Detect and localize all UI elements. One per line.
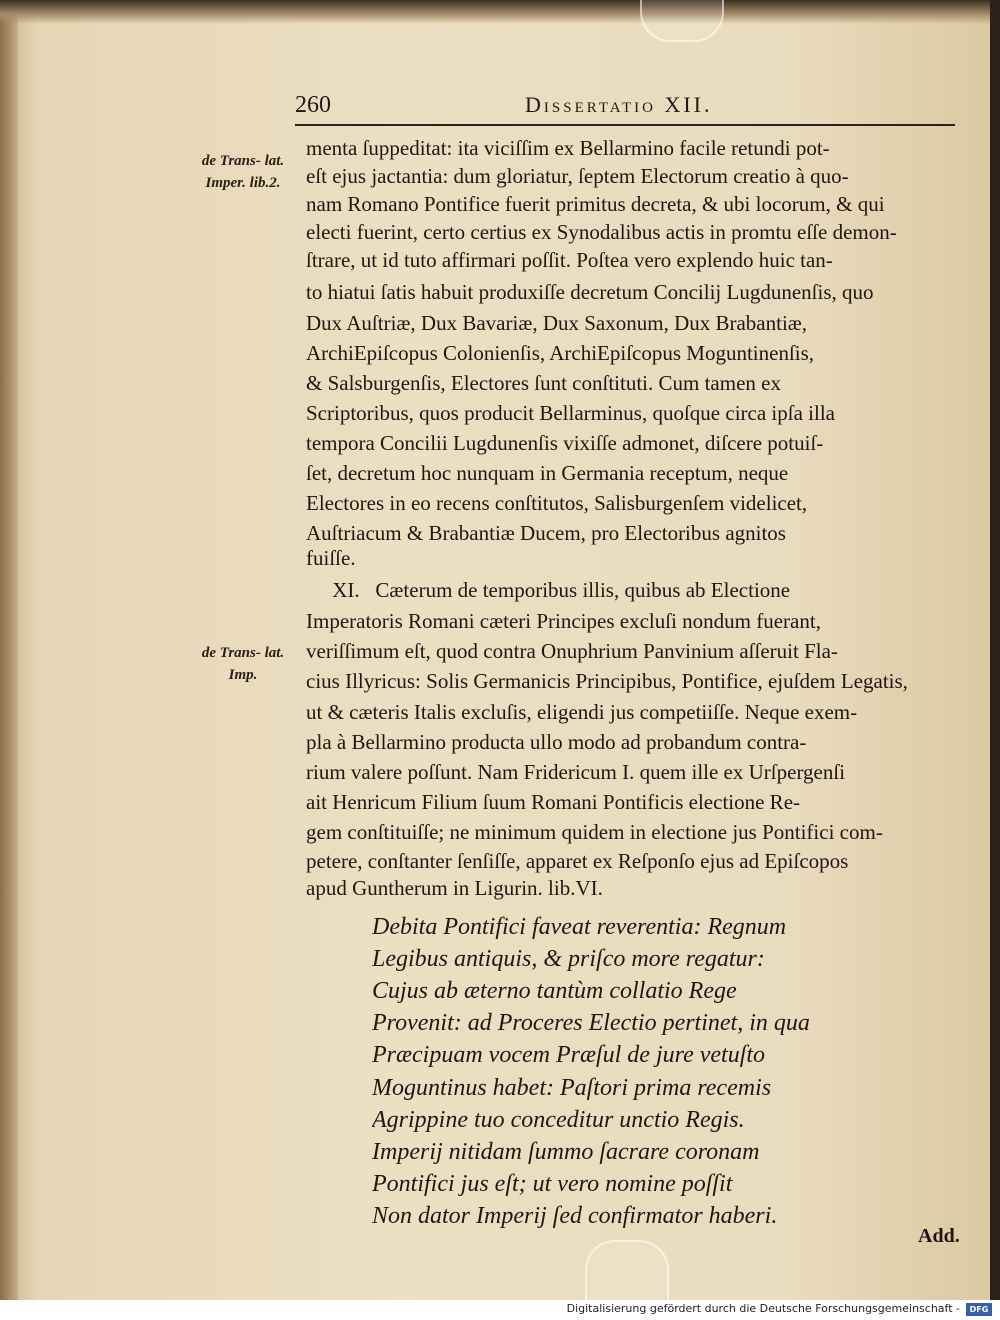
text-line: veriſſimum eſt, quod contra Onuphrium Panvinium aſſeruit Fla-	[306, 639, 838, 663]
digitization-footer	[0, 1300, 1000, 1320]
text-line: cius Illyricus: Solis Germanicis Principibus, Pontifice, ejuſdem Legatis,	[306, 669, 908, 693]
text-line: ArchiEpiſcopus Colonienſis, ArchiEpiſcopus Moguntinenſis,	[306, 341, 815, 365]
text-line: fuiſſe.	[306, 546, 356, 570]
text-line: ait Henricum Filium ſuum Romani Pontificis electione Re-	[306, 790, 801, 814]
text-line: ſet, decretum hoc nunquam in Germania receptum, neque	[306, 461, 789, 485]
verse-line: Moguntinus habet: Paſtori prima recemis	[372, 1075, 772, 1101]
text-line: ut & cæteris Italis excluſis, eligendi jus competiiſſe. Neque exem-	[306, 700, 858, 724]
text-line: menta ſuppeditat: ita viciſſim ex Bellarmino facile retundi pot-	[306, 136, 830, 160]
text-line: to hiatui ſatis habuit produxiſſe decretum Concilij Lugdunenſis, quo	[306, 280, 874, 304]
text-line: XI. Cæterum de temporibus illis, quibus ab Electione	[306, 578, 791, 602]
margin-note: de Trans- lat. Imp.	[201, 645, 285, 683]
verse-line: Cujus ab æterno tantùm collatio Rege	[372, 978, 737, 1004]
page-clip-bottom	[585, 1240, 669, 1300]
text-line: electi fuerint, certo certius ex Synodalibus actis in promtu eſſe demon-	[306, 220, 897, 244]
verse-line: Non dator Imperij ſed confirmator haberi.	[372, 1203, 778, 1229]
text-line: & Salsburgenſis, Electores ſunt conſtituti. Cum tamen ex	[306, 371, 781, 395]
page-binding-edge	[0, 0, 18, 1300]
verse-line: Debita Pontifici faveat reverentia: Regnum	[372, 914, 787, 940]
page-number: 260	[295, 92, 331, 118]
text-line: Scriptoribus, quos producit Bellarminus, quoſque circa ipſa illa	[306, 401, 835, 425]
catchword: Add.	[918, 1225, 960, 1247]
text-line: Imperatoris Romani cæteri Principes excluſi nondum fuerant,	[306, 609, 821, 633]
funding-notice: Digitalisierung gefördert durch die Deutsche Forschungsgemeinschaft -	[566, 1302, 960, 1315]
text-line: Electores in eo recens conſtitutos, Salisburgenſem videlicet,	[306, 491, 808, 515]
text-line: gem conſtituiſſe; ne minimum quidem in electione jus Pontifici com-	[306, 820, 883, 844]
text-line: ſtrare, ut id tuto affirmari poſſit. Poſtea vero explendo huic tan-	[306, 248, 833, 272]
text-line: tempora Concilii Lugdunenſis vixiſſe admonet, diſcere potuiſ-	[306, 431, 824, 455]
page-header	[295, 92, 955, 126]
text-line: pla à Bellarmino producta ullo modo ad probandum contra-	[306, 730, 807, 754]
text-line: eſt ejus jactantia: dum gloriatur, ſeptem Electorum creatio à quo-	[306, 164, 849, 188]
text-line: Dux Auſtriæ, Dux Bavariæ, Dux Saxonum, Dux Brabantiæ,	[306, 311, 808, 335]
page-top-edge	[0, 0, 990, 24]
verse-line: Legibus antiquis, & priſco more regatur:	[372, 946, 765, 972]
text-line: nam Romano Pontifice fuerit primitus decreta, & ubi locorum, & qui	[306, 192, 885, 216]
verse-line: Præcipuam vocem Præſul de jure vetuſto	[372, 1042, 766, 1068]
text-line: apud Guntherum in Ligurin. lib.VI.	[306, 876, 603, 900]
page-clip-top	[640, 0, 724, 42]
verse-line: Pontifici jus eſt; ut vero nomine poſſit	[372, 1171, 733, 1197]
text-line: rium valere poſſunt. Nam Fridericum I. quem ille ex Urſpergenſi	[306, 760, 846, 784]
verse-line: Imperij nitidam ſummo ſacrare coronam	[372, 1139, 760, 1165]
text-line: petere, conſtanter ſenſiſſe, apparet ex Reſponſo ejus ad Epiſcopos	[306, 849, 849, 873]
verse-line: Provenit: ad Proceres Electio pertinet, in qua	[372, 1010, 810, 1036]
running-title: Dissertatio XII.	[525, 92, 713, 117]
dfg-logo-icon: DFG	[966, 1303, 992, 1316]
verse-line: Agrippine tuo conceditur unctio Regis.	[372, 1107, 745, 1133]
margin-note: de Trans- lat. Imper. lib.2.	[201, 153, 285, 191]
text-line: Auſtriacum & Brabantiæ Ducem, pro Electoribus agnitos	[306, 521, 786, 545]
